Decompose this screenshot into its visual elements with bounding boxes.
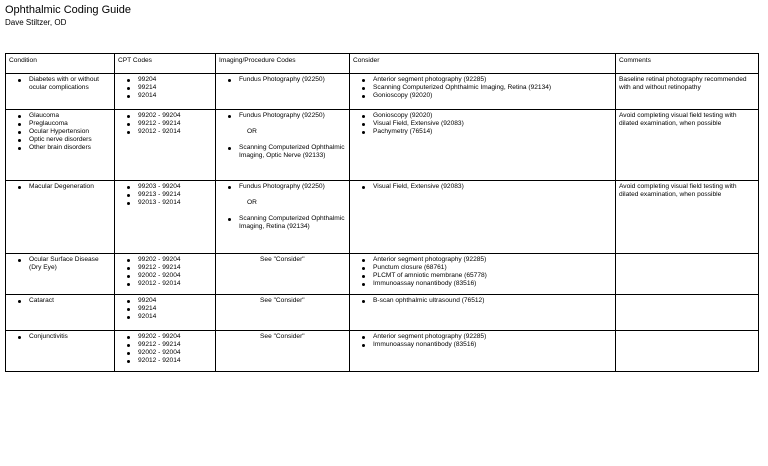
list-item: Glaucoma [29,112,111,120]
list-item: 92002 - 92004 [138,272,212,280]
table-row [6,331,759,372]
condition-cell [6,110,115,181]
list-item: 99214 [138,84,212,92]
cpt-codes-cell [115,331,216,372]
cpt-codes-cell [115,254,216,295]
list-item: Preglaucoma [29,120,111,128]
imaging-codes-cell [216,295,350,331]
consider-cell [350,181,616,254]
list-item: Gonioscopy (92020) [373,92,612,100]
table-header-row [6,54,759,74]
list-item: Anterior segment photography (92285) [373,256,612,264]
list-item: 92012 - 92014 [138,128,212,136]
list-item: Gonioscopy (92020) [373,112,612,120]
list-item: 99203 - 99204 [138,183,212,191]
list-item: B-scan ophthalmic ultrasound (76512) [373,297,612,305]
see-consider-note: See "Consider" [260,297,305,304]
cpt-codes-cell-list [118,112,212,136]
condition-cell-list [9,183,111,191]
see-consider-note: See "Consider" [260,256,305,263]
list-item: 92012 - 92014 [138,357,212,365]
list-item: 99213 - 99214 [138,191,212,199]
list-item: Ocular Surface Disease (Dry Eye) [29,256,111,272]
consider-cell-list [353,256,612,288]
list-item: Immunoassay nonantibody (83516) [373,341,612,349]
list-item: Pachymetry (76514) [373,128,612,136]
list-item: Fundus Photography (92250) [239,183,346,191]
list-item: 99214 [138,305,212,313]
list-item: 92002 - 92004 [138,349,212,357]
list-item: Cataract [29,297,111,305]
condition-cell [6,295,115,331]
imaging-list [219,112,346,120]
consider-cell [350,295,616,331]
cpt-codes-cell-list [118,256,212,288]
header-consider: Consider [350,54,616,74]
list-item: Ocular Hypertension [29,128,111,136]
list-item: PLCMT of amniotic membrane (65778) [373,272,612,280]
list-item: Fundus Photography (92250) [239,112,346,120]
comments-cell [616,254,759,295]
list-item: 92014 [138,313,212,321]
condition-cell [6,181,115,254]
cpt-codes-cell [115,110,216,181]
comments-cell: Avoid completing visual field testing with dilated examination, when possible [616,181,759,254]
condition-cell-list [9,256,111,272]
list-item: Visual Field, Extensive (92083) [373,120,612,128]
imaging-list [219,183,346,191]
list-item: Anterior segment photography (92285) [373,333,612,341]
imaging-codes-cell [216,331,350,372]
condition-cell-list [9,76,111,92]
comments-cell [616,295,759,331]
cpt-codes-cell [115,74,216,110]
header-comments: Comments [616,54,759,74]
list-item: 92013 - 92014 [138,199,212,207]
list-item: Other brain disorders [29,144,111,152]
condition-cell [6,74,115,110]
list-item: 92012 - 92014 [138,280,212,288]
table-row [6,295,759,331]
coding-guide-table [5,53,759,372]
imaging-codes-cell [216,110,350,181]
list-item: Scanning Computerized Ophthalmic Imaging, Optic Nerve (92133) [239,144,345,159]
comments-cell [616,331,759,372]
list-item: Diabetes with or without ocular complications [29,76,111,92]
consider-cell-list [353,297,612,305]
table-row [6,110,759,181]
comments-cell: Avoid completing visual field testing with dilated examination, when possible [616,110,759,181]
list-item: Scanning Computerized Ophthalmic Imaging, Retina (92134) [373,84,612,92]
condition-cell [6,331,115,372]
list-item: 99202 - 99204 [138,333,212,341]
imaging-list [219,76,346,84]
list-item: 92014 [138,92,212,100]
list-item: Immunoassay nonantibody (83516) [373,280,612,288]
list-item: Scanning Computerized Ophthalmic Imaging, Retina (92134) [239,215,345,230]
list-item: Optic nerve disorders [29,136,111,144]
list-item: 99202 - 99204 [138,112,212,120]
consider-cell-list [353,333,612,349]
list-item: Conjunctivitis [29,333,111,341]
document-title: Ophthalmic Coding Guide [5,4,131,16]
consider-cell [350,74,616,110]
imaging-codes-cell [216,74,350,110]
imaging-codes-cell [216,181,350,254]
list-item: 99204 [138,76,212,84]
list-item: Visual Field, Extensive (92083) [373,183,612,191]
imaging-list [219,144,346,160]
header-condition: Condition [6,54,115,74]
consider-cell [350,254,616,295]
or-separator: OR [247,199,257,206]
list-item: 99204 [138,297,212,305]
imaging-list [219,215,346,231]
consider-cell-list [353,183,612,191]
cpt-codes-cell-list [118,183,212,207]
comments-cell: Baseline retinal photography recommended with and without retinopathy [616,74,759,110]
consider-cell-list [353,76,612,100]
table-row [6,181,759,254]
cpt-codes-cell-list [118,297,212,321]
header-imaging-codes: Imaging/Procedure Codes [216,54,350,74]
table-body [6,74,759,372]
condition-cell-list [9,297,111,305]
cpt-codes-cell [115,295,216,331]
list-item: Macular Degeneration [29,183,111,191]
cpt-codes-cell-list [118,76,212,100]
list-item: 99212 - 99214 [138,264,212,272]
document-author: Dave Stiltzer, OD [5,18,67,27]
cpt-codes-cell [115,181,216,254]
table-row [6,254,759,295]
header-cpt-codes: CPT Codes [115,54,216,74]
list-item: 99212 - 99214 [138,120,212,128]
or-separator: OR [247,128,257,135]
imaging-codes-cell [216,254,350,295]
consider-cell [350,331,616,372]
condition-cell [6,254,115,295]
list-item: 99202 - 99204 [138,256,212,264]
condition-cell-list [9,333,111,341]
consider-cell-list [353,112,612,136]
list-item: Fundus Photography (92250) [239,76,346,84]
see-consider-note: See "Consider" [260,333,305,340]
cpt-codes-cell-list [118,333,212,365]
table-row [6,74,759,110]
list-item: Punctum closure (68761) [373,264,612,272]
list-item: Anterior segment photography (92285) [373,76,612,84]
condition-cell-list [9,112,111,152]
consider-cell [350,110,616,181]
list-item: 99212 - 99214 [138,341,212,349]
